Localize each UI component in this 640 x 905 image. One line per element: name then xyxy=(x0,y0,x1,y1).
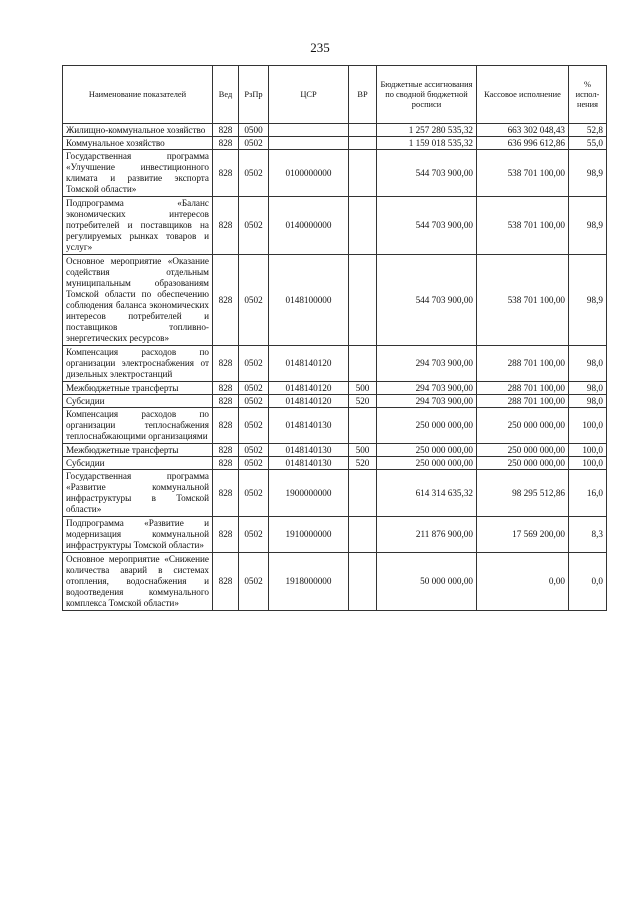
cell-vr xyxy=(349,553,377,611)
cell-rzpr: 0502 xyxy=(239,457,269,470)
cell-ved: 828 xyxy=(213,346,239,382)
cell-vr xyxy=(349,137,377,150)
cell-cash: 0,00 xyxy=(477,553,569,611)
cell-budget: 250 000 000,00 xyxy=(377,457,477,470)
cell-pct: 98,9 xyxy=(569,255,607,346)
cell-ved: 828 xyxy=(213,444,239,457)
cell-pct: 52,8 xyxy=(569,124,607,137)
cell-rzpr: 0500 xyxy=(239,124,269,137)
cell-rzpr: 0502 xyxy=(239,382,269,395)
cell-cash: 250 000 000,00 xyxy=(477,408,569,444)
cell-cash: 250 000 000,00 xyxy=(477,457,569,470)
cell-name: Межбюджетные трансферты xyxy=(63,444,213,457)
table-header-row xyxy=(63,66,607,124)
cell-ved: 828 xyxy=(213,255,239,346)
table-row xyxy=(63,444,607,457)
cell-budget: 294 703 900,00 xyxy=(377,382,477,395)
cell-cash: 288 701 100,00 xyxy=(477,346,569,382)
cell-name: Компенсация расходов по организации электроснабжения от дизельных электростанций xyxy=(63,346,213,382)
cell-vr xyxy=(349,124,377,137)
cell-rzpr: 0502 xyxy=(239,517,269,553)
cell-name: Основное мероприятие «Оказание содействия отдельным муниципальным образованиям Томской области по обеспечению соблюдения баланса экономических интересов потребителей и поставщиков топливно-энергетических ресурсов» xyxy=(63,255,213,346)
header-cash: Кассовое исполнение xyxy=(477,66,569,124)
cell-budget: 250 000 000,00 xyxy=(377,444,477,457)
cell-csr xyxy=(269,137,349,150)
cell-csr: 0148140120 xyxy=(269,395,349,408)
cell-budget: 211 876 900,00 xyxy=(377,517,477,553)
table-row xyxy=(63,470,607,517)
cell-vr xyxy=(349,408,377,444)
table-row xyxy=(63,395,607,408)
cell-ved: 828 xyxy=(213,395,239,408)
page-number: 235 xyxy=(310,40,330,55)
cell-rzpr: 0502 xyxy=(239,408,269,444)
table-row xyxy=(63,150,607,197)
cell-budget: 544 703 900,00 xyxy=(377,197,477,255)
cell-vr: 500 xyxy=(349,444,377,457)
cell-pct: 16,0 xyxy=(569,470,607,517)
cell-cash: 98 295 512,86 xyxy=(477,470,569,517)
cell-pct: 98,0 xyxy=(569,382,607,395)
cell-name: Коммунальное хозяйство xyxy=(63,137,213,150)
cell-csr: 0148140120 xyxy=(269,382,349,395)
table-row xyxy=(63,255,607,346)
table-row xyxy=(63,346,607,382)
cell-pct: 55,0 xyxy=(569,137,607,150)
cell-rzpr: 0502 xyxy=(239,137,269,150)
cell-vr xyxy=(349,470,377,517)
table-row xyxy=(63,382,607,395)
cell-csr: 0148140120 xyxy=(269,346,349,382)
cell-budget: 614 314 635,32 xyxy=(377,470,477,517)
cell-cash: 538 701 100,00 xyxy=(477,197,569,255)
cell-csr: 0148140130 xyxy=(269,457,349,470)
cell-vr xyxy=(349,255,377,346)
cell-pct: 0,0 xyxy=(569,553,607,611)
cell-pct: 100,0 xyxy=(569,444,607,457)
cell-csr: 0100000000 xyxy=(269,150,349,197)
cell-rzpr: 0502 xyxy=(239,150,269,197)
cell-vr: 500 xyxy=(349,382,377,395)
cell-name: Подпрограмма «Развитие и модернизация коммунальной инфраструктуры Томской области» xyxy=(63,517,213,553)
cell-ved: 828 xyxy=(213,150,239,197)
budget-execution-table xyxy=(62,65,607,611)
cell-name: Субсидии xyxy=(63,395,213,408)
header-vr: ВР xyxy=(349,66,377,124)
cell-budget: 544 703 900,00 xyxy=(377,255,477,346)
cell-csr: 0148140130 xyxy=(269,444,349,457)
header-budget: Бюджетные ассигнования по сводной бюджетной росписи xyxy=(377,66,477,124)
cell-name: Подпрограмма «Баланс экономических интересов потребителей и поставщиков на регулируемых рынках товаров и услуг» xyxy=(63,197,213,255)
cell-ved: 828 xyxy=(213,197,239,255)
cell-ved: 828 xyxy=(213,517,239,553)
cell-ved: 828 xyxy=(213,470,239,517)
cell-budget: 294 703 900,00 xyxy=(377,395,477,408)
table-row xyxy=(63,124,607,137)
cell-name: Субсидии xyxy=(63,457,213,470)
cell-rzpr: 0502 xyxy=(239,470,269,517)
table-row xyxy=(63,517,607,553)
header-rzpr: РзПр xyxy=(239,66,269,124)
cell-csr: 1910000000 xyxy=(269,517,349,553)
cell-name: Жилищно-коммунальное хозяйство xyxy=(63,124,213,137)
cell-rzpr: 0502 xyxy=(239,395,269,408)
cell-cash: 636 996 612,86 xyxy=(477,137,569,150)
cell-csr xyxy=(269,124,349,137)
cell-cash: 250 000 000,00 xyxy=(477,444,569,457)
cell-pct: 100,0 xyxy=(569,457,607,470)
header-ved: Вед xyxy=(213,66,239,124)
header-csr: ЦСР xyxy=(269,66,349,124)
cell-cash: 288 701 100,00 xyxy=(477,395,569,408)
cell-pct: 98,0 xyxy=(569,346,607,382)
cell-vr xyxy=(349,150,377,197)
cell-vr: 520 xyxy=(349,457,377,470)
table-row xyxy=(63,137,607,150)
cell-csr: 0148140130 xyxy=(269,408,349,444)
cell-rzpr: 0502 xyxy=(239,553,269,611)
cell-csr: 1900000000 xyxy=(269,470,349,517)
cell-name: Государственная программа «Развитие коммунальной инфраструктуры в Томской области» xyxy=(63,470,213,517)
table-row xyxy=(63,408,607,444)
cell-cash: 538 701 100,00 xyxy=(477,255,569,346)
cell-csr: 0148100000 xyxy=(269,255,349,346)
cell-rzpr: 0502 xyxy=(239,346,269,382)
cell-cash: 17 569 200,00 xyxy=(477,517,569,553)
cell-vr xyxy=(349,346,377,382)
cell-pct: 100,0 xyxy=(569,408,607,444)
cell-rzpr: 0502 xyxy=(239,444,269,457)
cell-rzpr: 0502 xyxy=(239,197,269,255)
cell-ved: 828 xyxy=(213,553,239,611)
cell-budget: 294 703 900,00 xyxy=(377,346,477,382)
cell-name: Основное мероприятие «Снижение количества аварий в системах отопления, водоснабжения и водоотведения коммунального комплекса Томской области» xyxy=(63,553,213,611)
cell-budget: 50 000 000,00 xyxy=(377,553,477,611)
table-row xyxy=(63,197,607,255)
cell-name: Государственная программа «Улучшение инвестиционного климата и развитие экспорта Томской области» xyxy=(63,150,213,197)
cell-csr: 0140000000 xyxy=(269,197,349,255)
cell-budget: 1 257 280 535,32 xyxy=(377,124,477,137)
cell-pct: 8,3 xyxy=(569,517,607,553)
cell-cash: 538 701 100,00 xyxy=(477,150,569,197)
cell-pct: 98,9 xyxy=(569,150,607,197)
header-name: Наименование показателей xyxy=(63,66,213,124)
cell-ved: 828 xyxy=(213,457,239,470)
cell-vr xyxy=(349,197,377,255)
cell-rzpr: 0502 xyxy=(239,255,269,346)
cell-csr: 1918000000 xyxy=(269,553,349,611)
cell-budget: 544 703 900,00 xyxy=(377,150,477,197)
cell-pct: 98,0 xyxy=(569,395,607,408)
cell-vr xyxy=(349,517,377,553)
cell-name: Межбюджетные трансферты xyxy=(63,382,213,395)
cell-budget: 1 159 018 535,32 xyxy=(377,137,477,150)
header-percent: % испол-нения xyxy=(569,66,607,124)
cell-cash: 663 302 048,43 xyxy=(477,124,569,137)
cell-ved: 828 xyxy=(213,137,239,150)
table-body xyxy=(63,124,607,611)
cell-vr: 520 xyxy=(349,395,377,408)
cell-cash: 288 701 100,00 xyxy=(477,382,569,395)
cell-pct: 98,9 xyxy=(569,197,607,255)
table-row xyxy=(63,553,607,611)
cell-ved: 828 xyxy=(213,124,239,137)
table-row xyxy=(63,457,607,470)
cell-budget: 250 000 000,00 xyxy=(377,408,477,444)
cell-name: Компенсация расходов по организации теплоснабжения теплоснабжающими организациями xyxy=(63,408,213,444)
cell-ved: 828 xyxy=(213,382,239,395)
cell-ved: 828 xyxy=(213,408,239,444)
